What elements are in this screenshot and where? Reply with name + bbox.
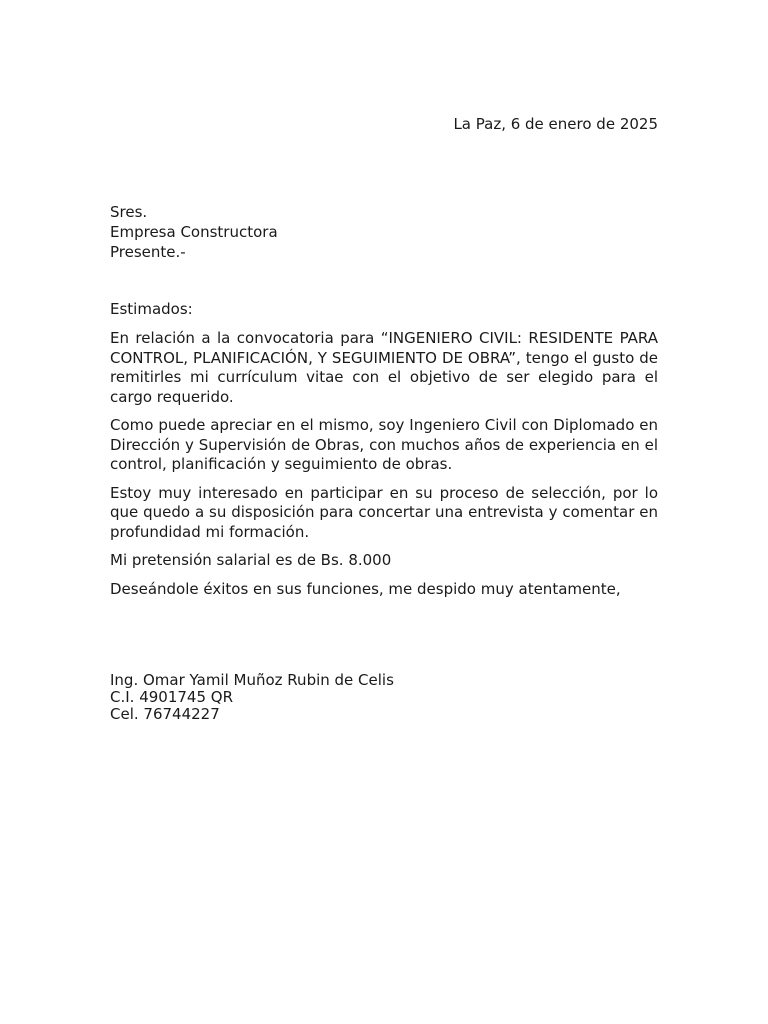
signature-name: Ing. Omar Yamil Muñoz Rubin de Celis bbox=[110, 671, 394, 689]
letter-body bbox=[110, 329, 658, 608]
paragraph-interest: Estoy muy interesado en participar en su proceso de selección, por lo que quedo a su disposición para concertar una entrevista y comentar en profundidad mi formación. bbox=[110, 483, 658, 541]
paragraph-application: En relación a la convocatoria para “INGENIERO CIVIL: RESIDENTE PARA CONTROL, PLANIFICACIÓN, Y SEGUIMIENTO DE OBRA”, tengo el gusto de remitirles mi currículum vitae con el objetivo de ser elegido para el cargo requerido. bbox=[110, 329, 658, 406]
signature-ci: C.I. 4901745 QR bbox=[110, 688, 234, 706]
greeting: Estimados: bbox=[110, 300, 193, 318]
paragraph-closing: Deseándole éxitos en sus funciones, me despido muy atentamente, bbox=[110, 579, 621, 598]
paragraph-qualifications: Como puede apreciar en el mismo, soy Ingeniero Civil con Diplomado en Dirección y Supervisión de Obras, con muchos años de experiencia en el control, planificación y seguimiento de obras. bbox=[110, 416, 658, 473]
date-line: La Paz, 6 de enero de 2025 bbox=[453, 115, 658, 133]
recipient-salutation: Sres. bbox=[110, 203, 148, 221]
paragraph-salary: Mi pretensión salarial es de Bs. 8.000 bbox=[110, 551, 392, 569]
recipient-presente: Presente.- bbox=[110, 243, 186, 261]
signature-block bbox=[110, 672, 394, 723]
recipient-company: Empresa Constructora bbox=[110, 223, 278, 241]
signature-cel: Cel. 76744227 bbox=[110, 705, 220, 723]
recipient-block bbox=[110, 202, 278, 262]
